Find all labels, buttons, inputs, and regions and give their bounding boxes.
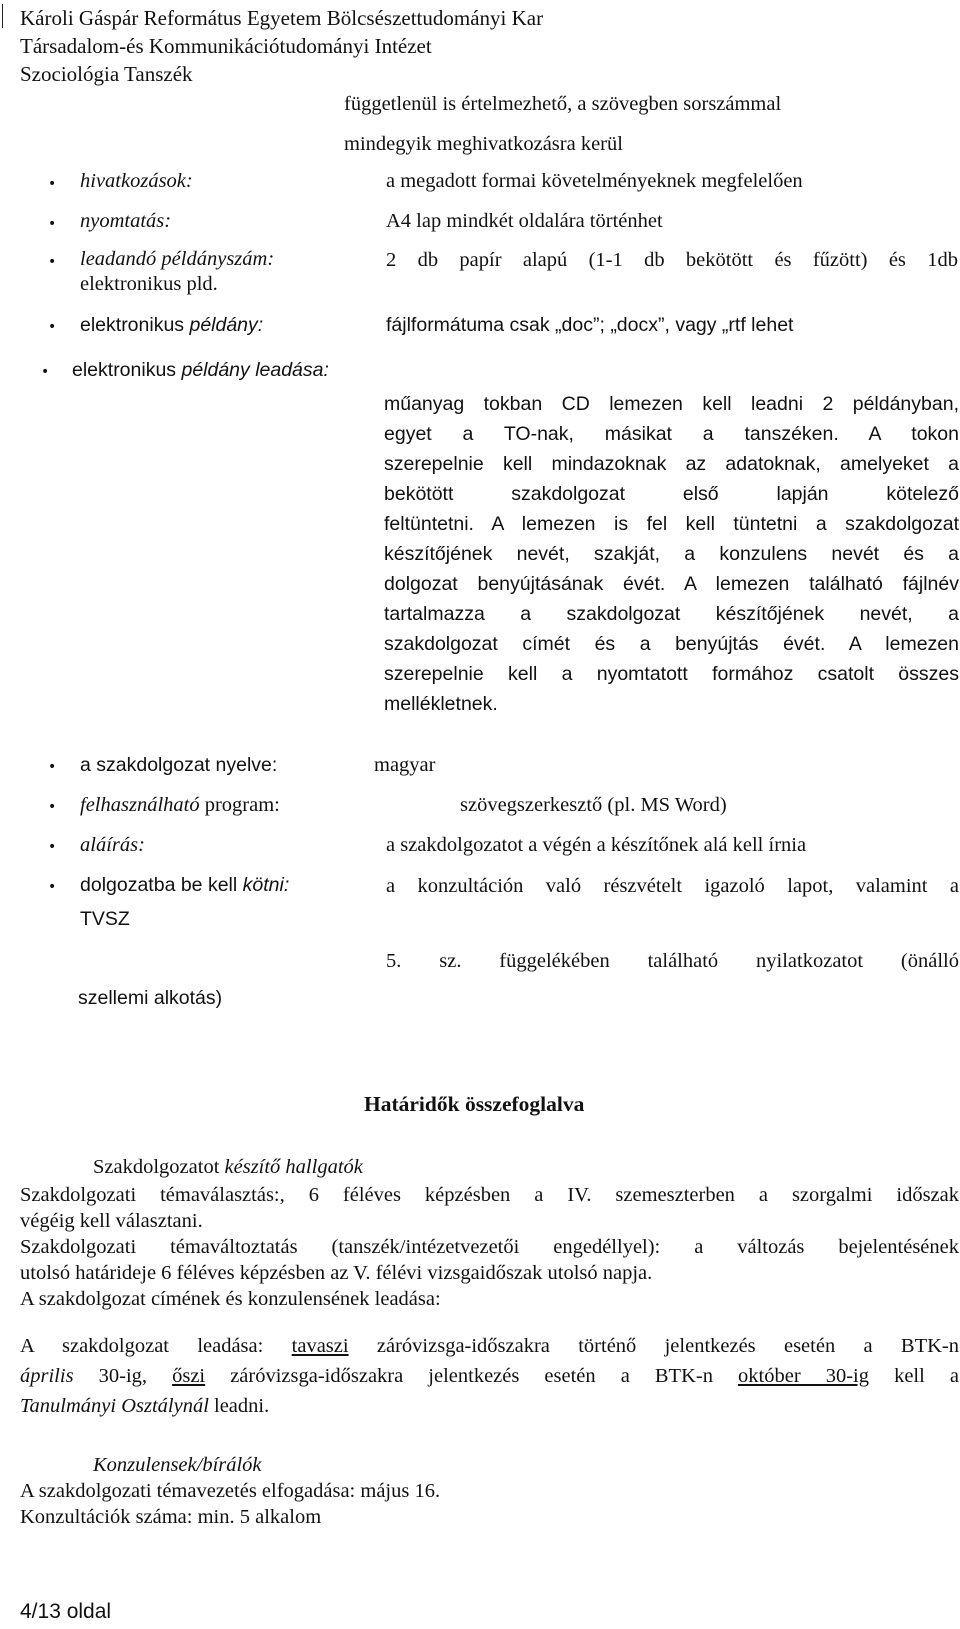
label-program-plain: program: [199,794,280,816]
bullet-icon: • [48,319,57,335]
students-heading [93,1153,363,1181]
consultants-heading: Konzulensek/bírálók [93,1454,262,1476]
text-span: A szakdolgozat leadása: [20,1335,292,1357]
paragraph-line: mellékletnek. [384,693,498,715]
text-span: záróvizsga-időszakra történő jelentkezés esetén a BTK-n [348,1335,960,1357]
header-institute: Társadalom-és Kommunikációtudományi Intézet [20,34,432,58]
text-span: 30-ig, [73,1365,173,1387]
label-kotni-cont: TVSZ [80,908,130,930]
label-leadasa [72,356,329,384]
text-span: záróvizsga-időszakra jelentkezés esetén a BTK-n [205,1365,739,1387]
paragraph-line: A szakdolgozat címének és konzulensének leadása: [20,1288,441,1310]
value-nyelve: magyar [374,754,436,776]
value-leadasa-paragraph [384,389,959,719]
value-peldanyszam [386,245,958,275]
label-alairas: aláírás: [80,834,145,856]
paragraph-line: végéig kell választani. [20,1210,203,1232]
bullet-icon: • [48,176,57,192]
value-kotni-text-1: a konzultáción való részvételt igazoló lapot, valamint a [386,875,959,897]
paragraph-line: feltüntetni. A lemezen is fel kell tüntetni a szakdolgozat [384,513,959,535]
label-kotni-cont-2: szellemi alkotás) [78,987,223,1009]
text-span: leadni. [208,1395,270,1417]
bullet-icon: • [48,216,57,232]
bullet-icon: • [48,839,57,855]
label-leadasa-italic: példány leadása: [181,359,329,381]
text-span-underlined: őszi [172,1365,206,1387]
label-program [80,791,280,819]
paragraph-line [20,1391,959,1421]
page-number: 4/13 oldal [20,1600,112,1623]
header-department: Szociológia Tanszék [20,62,193,86]
bullet-icon: • [41,364,50,380]
submission-paragraph [20,1331,959,1421]
paragraph-line: műanyag tokban CD lemezen kell leadni 2 példányban, [384,393,959,415]
bullet-icon: • [48,759,57,775]
label-elektronikus [80,311,263,339]
value-peldanyszam-cont: elektronikus pld. [80,273,218,295]
text-span-italic: Tanulmányi Osztálynál [20,1395,209,1417]
label-nyomtatas: nyomtatás: [80,210,172,232]
paragraph-line: bekötött szakdolgozat első lapján kötelező [384,483,959,505]
text-span-underlined: október 30-ig [738,1365,869,1387]
students-heading-plain: Szakdolgozatot [93,1156,225,1178]
text-span: kell a [869,1365,959,1387]
paragraph-line: Szakdolgozati témaváltoztatás (tanszék/intézetvezetői engedéllyel): a változás bejelentésének [20,1236,959,1258]
paragraph-line [20,1331,959,1361]
paragraph-line: készítőjének nevét, szakját, a konzulens nevét és a [384,543,959,565]
value-kotni-line-1 [386,871,959,901]
value-peldanyszam-line: 2 db papír alapú (1-1 db bekötött és fűzött) és 1db [386,249,958,271]
value-alairas: a szakdolgozatot a végén a készítőnek alá kell írnia [386,834,807,856]
students-heading-italic: készítő hallgatók [224,1156,363,1178]
value-nyomtatas: A4 lap mindkét oldalára történhet [386,210,663,232]
label-peldanyszam: leadandó példányszám: [80,248,275,270]
paragraph-line: dolgozat benyújtásának évét. A lemezen található fájlnév [384,573,959,595]
label-nyelve: a szakdolgozat nyelve: [80,754,278,776]
paragraph-line: Szakdolgozati témaválasztás:, 6 féléves képzésben a IV. szemeszterben a szorgalmi időszak [20,1184,959,1206]
value-program: szövegszerkesztő (pl. MS Word) [460,794,727,816]
paragraph-line [20,1361,959,1391]
paragraph-line: utolsó határideje 6 féléves képzésben az V. félévi vizsgaidőszak utolsó napja. [20,1262,653,1284]
consultation-count: Konzultációk száma: min. 5 alkalom [20,1506,322,1528]
paragraph-line: egyet a TO-nak, másikat a tanszéken. A tokon [384,423,959,445]
bullet-icon: • [48,799,57,815]
paragraph-line: szakdolgozat címét és a benyújtás évét. A lemezen [384,633,959,655]
text-span-italic: április [20,1365,74,1387]
supervision-acceptance: A szakdolgozati témavezetés elfogadása: május 16. [20,1480,441,1502]
text-span-underlined: tavaszi [291,1335,349,1357]
header-university: Károli Gáspár Református Egyetem Bölcsészettudományi Kar [20,6,544,30]
label-leadasa-plain: elektronikus [72,359,182,381]
bullet-icon: • [48,879,57,895]
bullet-icon: • [48,254,57,270]
topic-choice-paragraph [20,1182,959,1312]
paragraph-line: szerepelnie kell mindazoknak az adatoknak, amelyeket a [384,453,959,475]
paragraph-line: szerepelnie kell a nyomtatott formához csatolt összes [384,663,959,685]
label-kotni-plain: dolgozatba be kell [80,874,243,896]
value-kotni-line-2 [386,946,959,976]
label-kotni [80,871,289,899]
text-cursor [2,4,3,28]
label-elektronikus-plain: elektronikus [80,314,190,336]
deadlines-title: Határidők összefoglalva [364,1092,585,1116]
label-kotni-italic: kötni: [242,874,290,896]
value-kotni-text-2: 5. sz. függelékében található nyilatkozatot (önálló [386,950,959,972]
continuation-line-2: mindegyik meghivatkozásra kerül [344,133,623,155]
value-elektronikus: fájlformátuma csak „doc”; „docx”, vagy „rtf lehet [386,314,794,336]
label-hivatkozasok: hivatkozások: [80,170,193,192]
paragraph-line: tartalmazza a szakdolgozat készítőjének nevét, a [384,603,959,625]
label-program-italic: felhasználható [80,794,200,816]
label-elektronikus-italic: példány: [189,314,264,336]
value-hivatkozasok: a megadott formai követelményeknek megfelelően [386,170,803,192]
continuation-line-1: függetlenül is értelmezhető, a szövegben sorszámmal [344,93,782,115]
